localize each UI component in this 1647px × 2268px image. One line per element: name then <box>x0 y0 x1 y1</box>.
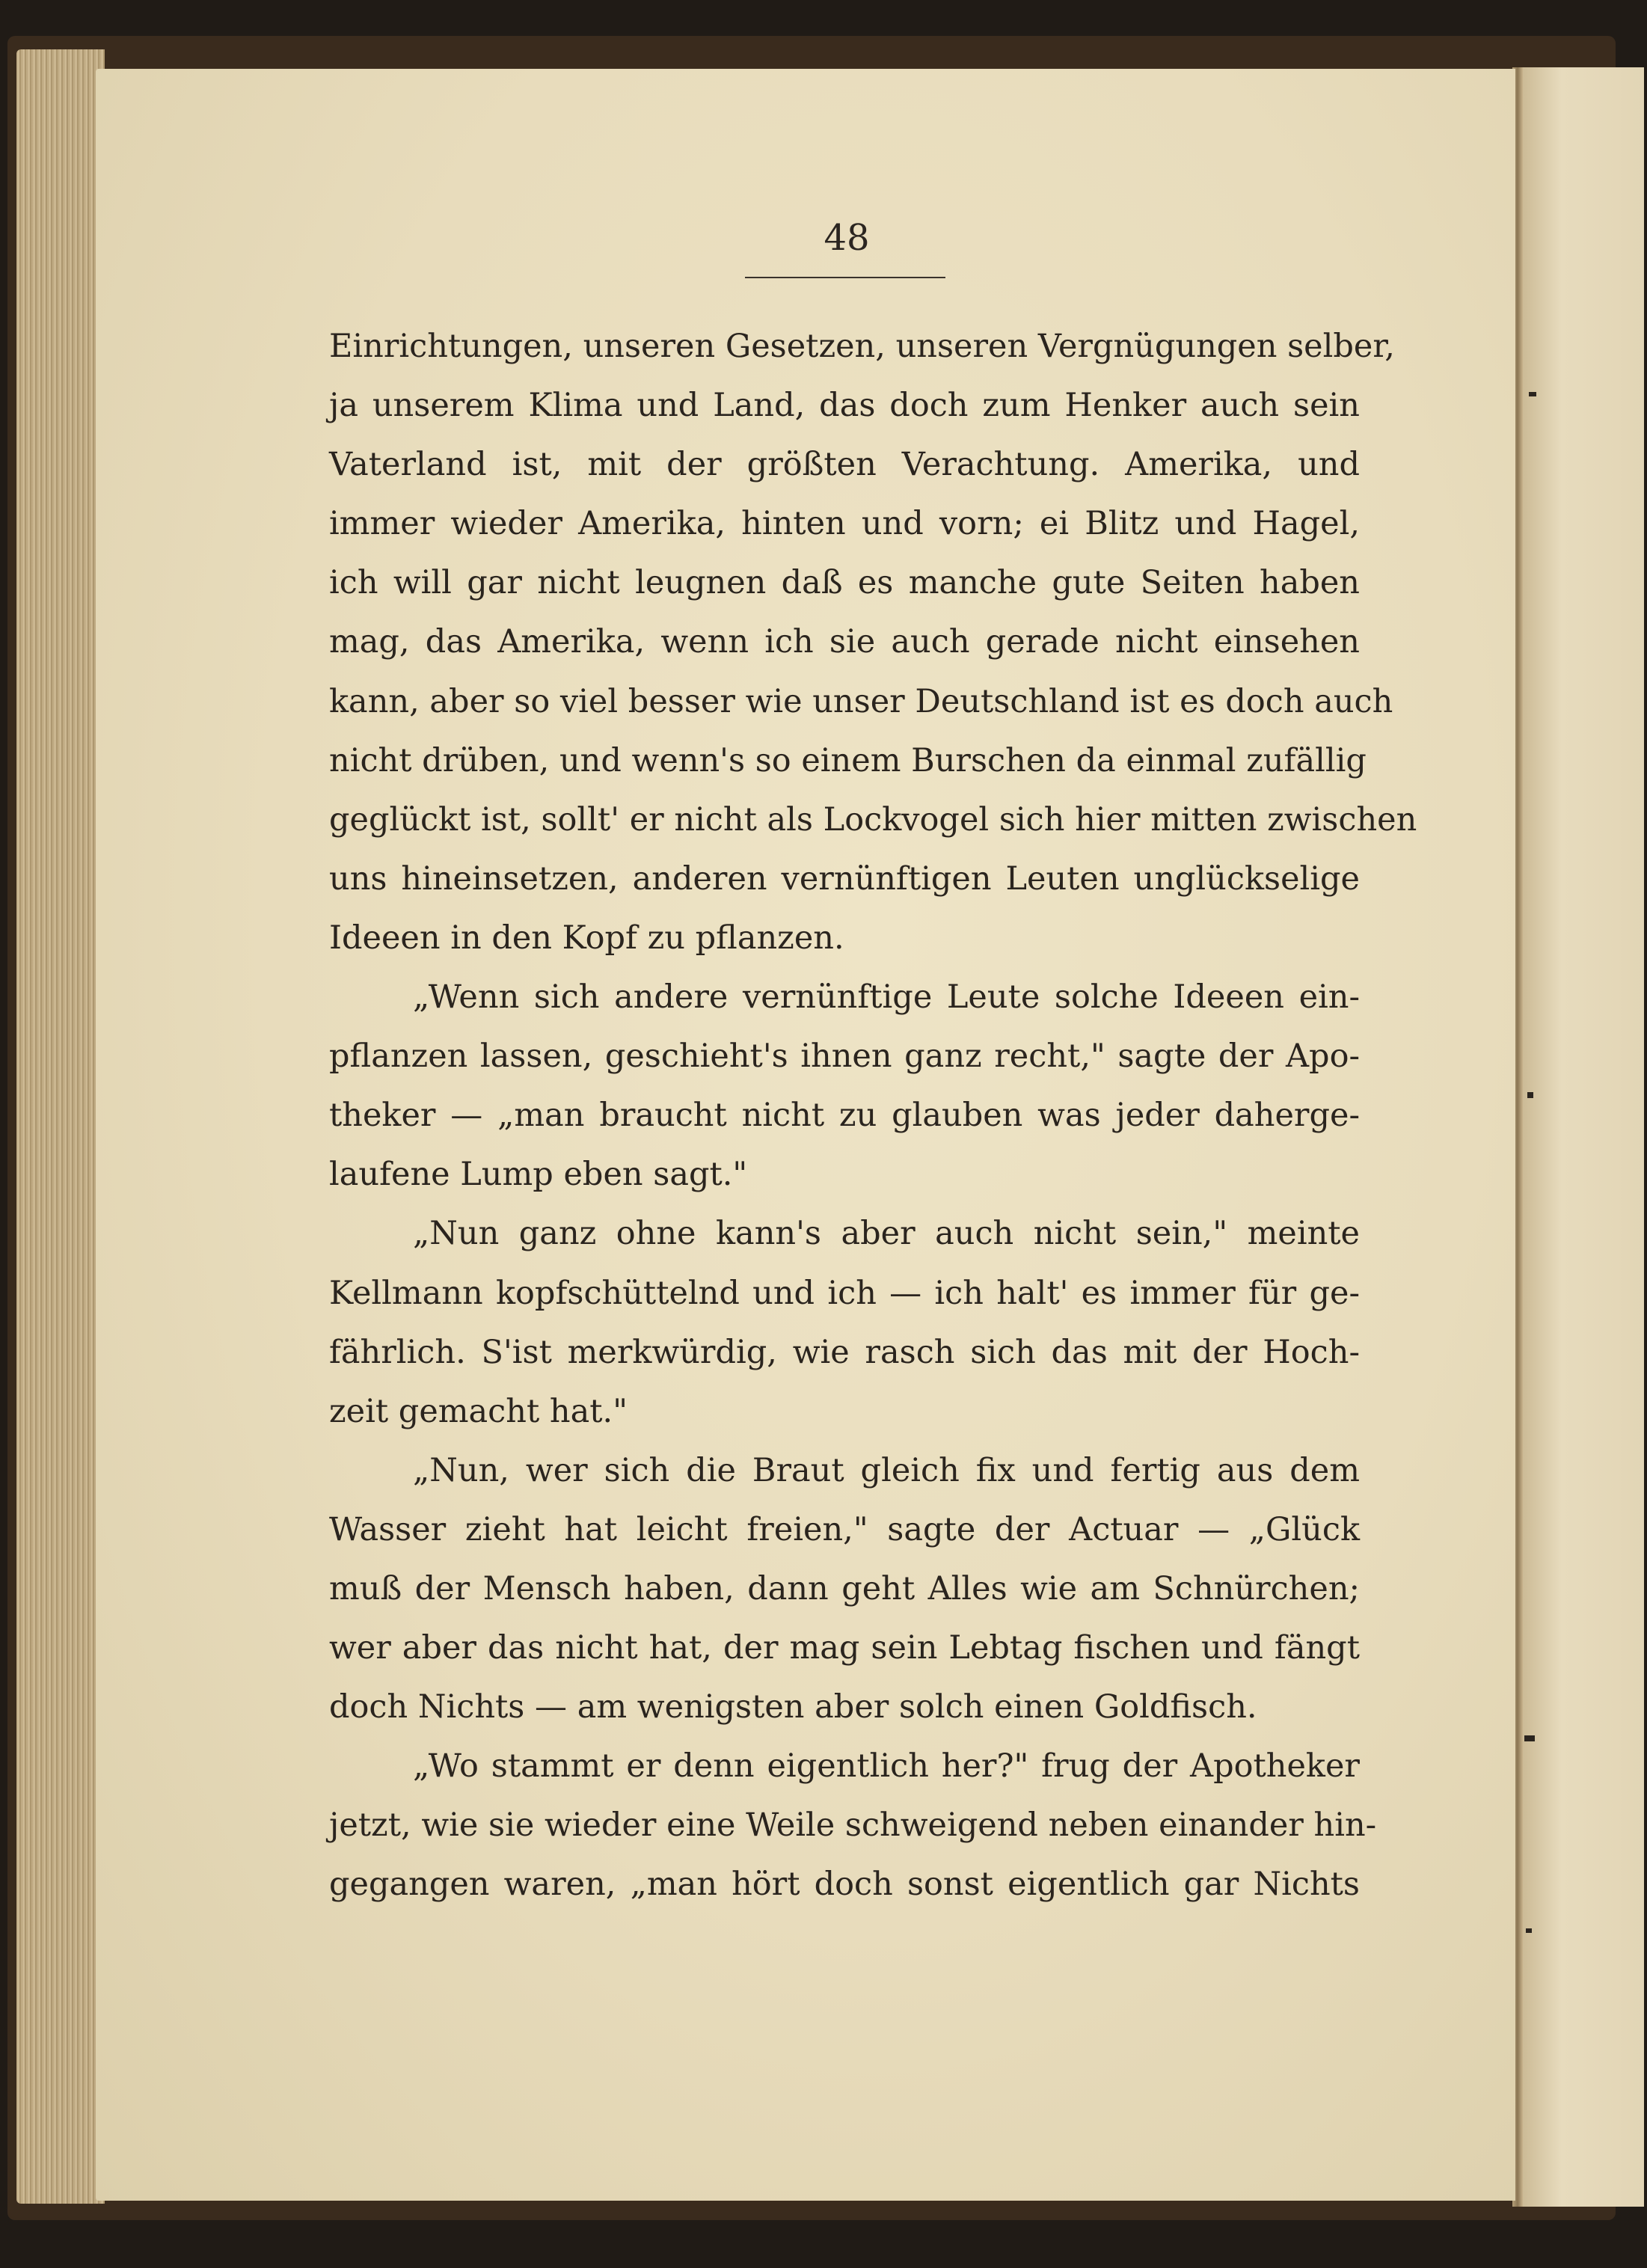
text-line: nicht drüben, und wenn's so einem Burschen da einmal zufällig <box>329 741 1367 779</box>
text-line: theker — „man braucht nicht zu glauben was jeder daherge- <box>329 1097 1360 1135</box>
text-line: fährlich. S'ist merkwürdig, wie rasch sich das mit der Hoch- <box>329 1333 1360 1371</box>
text-line: Wasser zieht hat leicht freien," sagte der Actuar — „Glück <box>329 1510 1360 1548</box>
text-line: Kellmann kopfschüttelnd und ich — ich halt' es immer für ge- <box>329 1274 1360 1312</box>
text-line: „Wenn sich andere vernünftige Leute solche Ideeen ein- <box>413 978 1360 1017</box>
text-line: Vaterland ist, mit der größten Verachtung. Amerika, und <box>329 446 1360 484</box>
text-line: ja unserem Klima und Land, das doch zum Henker auch sein <box>329 387 1360 425</box>
binding-mark <box>1526 1928 1532 1933</box>
text-line: gegangen waren, „man hört doch sonst eigentlich gar Nichts <box>329 1866 1360 1904</box>
page-edges <box>16 49 105 2204</box>
text-line: „Wo stammt er denn eigentlich her?" frug der Apotheker <box>413 1747 1360 1786</box>
text-line: laufene Lump eben sagt." <box>329 1156 748 1194</box>
binding-mark <box>1527 1092 1533 1098</box>
text-line: kann, aber so viel besser wie unser Deutschland ist es doch auch <box>329 682 1393 720</box>
text-line: pflanzen lassen, geschieht's ihnen ganz recht," sagte der Apo- <box>329 1038 1360 1076</box>
binding-mark <box>1529 392 1536 396</box>
text-line: ich will gar nicht leugnen daß es manche gute Seiten haben <box>329 564 1360 602</box>
text-line: „Nun, wer sich die Braut gleich fix und fertig aus dem <box>413 1451 1360 1489</box>
text-line: uns hineinsetzen, anderen vernünftigen Leuten unglückselige <box>329 859 1360 898</box>
text-line: doch Nichts — am wenigsten aber solch einen Goldfisch. <box>329 1688 1257 1726</box>
header-rule <box>745 277 945 278</box>
facing-page <box>1517 67 1644 2207</box>
page-number: 48 <box>824 217 870 259</box>
text-line: immer wieder Amerika, hinten und vorn; ei Blitz und Hagel, <box>329 505 1360 543</box>
text-line: jetzt, wie sie wieder eine Weile schweigend neben einander hin- <box>329 1806 1377 1845</box>
text-line: Ideeen in den Kopf zu pflanzen. <box>329 919 844 957</box>
text-line: zeit gemacht hat." <box>329 1392 628 1430</box>
text-line: mag, das Amerika, wenn ich sie auch gerade nicht einsehen <box>329 623 1360 661</box>
page-body-text <box>329 317 1417 1915</box>
text-line: Einrichtungen, unseren Gesetzen, unseren Vergnügungen selber, <box>329 328 1395 365</box>
binding-mark <box>1524 1735 1535 1741</box>
text-line: „Nun ganz ohne kann's aber auch nicht sein," meinte <box>413 1215 1360 1253</box>
text-line: muß der Mensch haben, dann geht Alles wie am Schnürchen; <box>329 1569 1360 1607</box>
text-line: wer aber das nicht hat, der mag sein Lebtag fischen und fängt <box>329 1629 1360 1667</box>
text-line: geglückt ist, sollt' er nicht als Lockvogel sich hier mitten zwischen <box>329 800 1417 839</box>
